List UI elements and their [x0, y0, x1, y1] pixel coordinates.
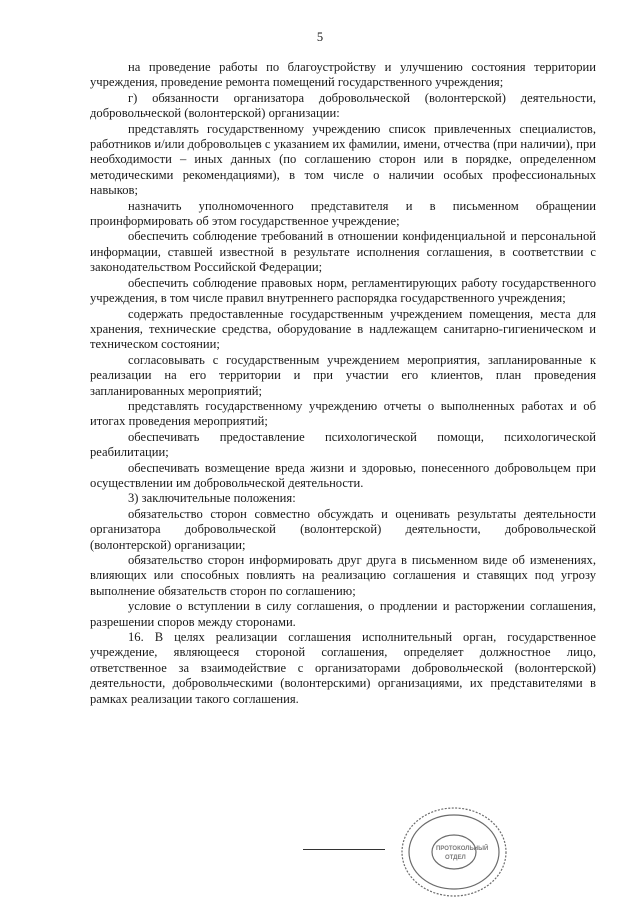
paragraph: обеспечить соблюдение требований в отношении конфиденциальной и персональной информации, ставшей известной в результате исполнения соглашения, в соответствии с законодательством Российской Федерации;	[90, 229, 596, 275]
paragraph: обеспечивать возмещение вреда жизни и здоровью, понесенного добровольцем при осуществлении им добровольческой деятельности.	[90, 460, 596, 490]
stamp-text-line2: ОТДЕЛ	[445, 855, 466, 861]
paragraph: 16. В целях реализации соглашения исполнительный орган, государственное учреждение, являющееся стороной соглашения, определяет должностное лицо, ответственное за взаимодействие с организаторами добровольческой (волонтерской) деятельности, добровольческими (волонтерскими) организациями, их представителями в рамках реализации такого соглашения.	[90, 630, 596, 706]
paragraph: обеспечить соблюдение правовых норм, регламентирующих работу государственного учреждения, в том числе правил внутреннего распорядка государственного учреждения;	[90, 275, 596, 306]
protocol-stamp	[396, 800, 512, 900]
paragraph: г) обязанности организатора добровольческой (волонтерской) деятельности, добровольческой (волонтерской) организации:	[90, 90, 596, 121]
paragraph: содержать предоставленные государственным учреждением помещения, места для хранения, технические средства, оборудование в надлежащем санитарно-гигиеническом и техническом состоянии;	[90, 306, 596, 352]
paragraph: 3) заключительные положения:	[128, 491, 296, 506]
paragraph: условие о вступлении в силу соглашения, о продлении и расторжении соглашения, разрешении споров между сторонами.	[90, 599, 596, 629]
paragraph: обеспечивать предоставление психологической помощи, психологической реабилитации;	[90, 429, 596, 460]
paragraph: согласовывать с государственным учреждением мероприятия, запланированные к реализации на его территории и при участии его клиентов, план проведения запланированных мероприятий;	[90, 352, 596, 398]
paragraph: назначить уполномоченного представителя и в письменном обращении проинформировать об этом государственное учреждение;	[90, 198, 596, 229]
stamp-text-line1: ПРОТОКОЛЬНЫЙ	[436, 846, 489, 852]
page-number: 5	[316, 30, 324, 44]
paragraph: представлять государственному учреждению список привлеченных специалистов, работников и/или добровольцев с указанием их фамилии, имени, отчества (при наличии), при необходимости – иных данных (по соглашению сторон или в порядке, определенном методическими рекомендациями), в том числе о наличии особых профессиональных навыков;	[90, 121, 596, 198]
paragraph: обязательство сторон информировать друг друга в письменном виде об изменениях, влияющих или способных повлиять на реализацию соглашения и ставящих под угрозу выполнение обязательств сторон по соглашению;	[90, 553, 596, 598]
paragraph: обязательство сторон совместно обсуждать и оценивать результаты деятельности организатора добровольческой (волонтерской) деятельности, добровольческой (волонтерской) организации;	[90, 506, 596, 552]
document-body	[90, 60, 596, 707]
paragraph: на проведение работы по благоустройству и улучшению состояния территории учреждения, проведение ремонта помещений государственного учреждения;	[90, 60, 596, 90]
paragraph: представлять государственному учреждению отчеты о выполненных работах и об итогах проведения мероприятий;	[90, 398, 596, 429]
signature-line	[303, 849, 385, 850]
